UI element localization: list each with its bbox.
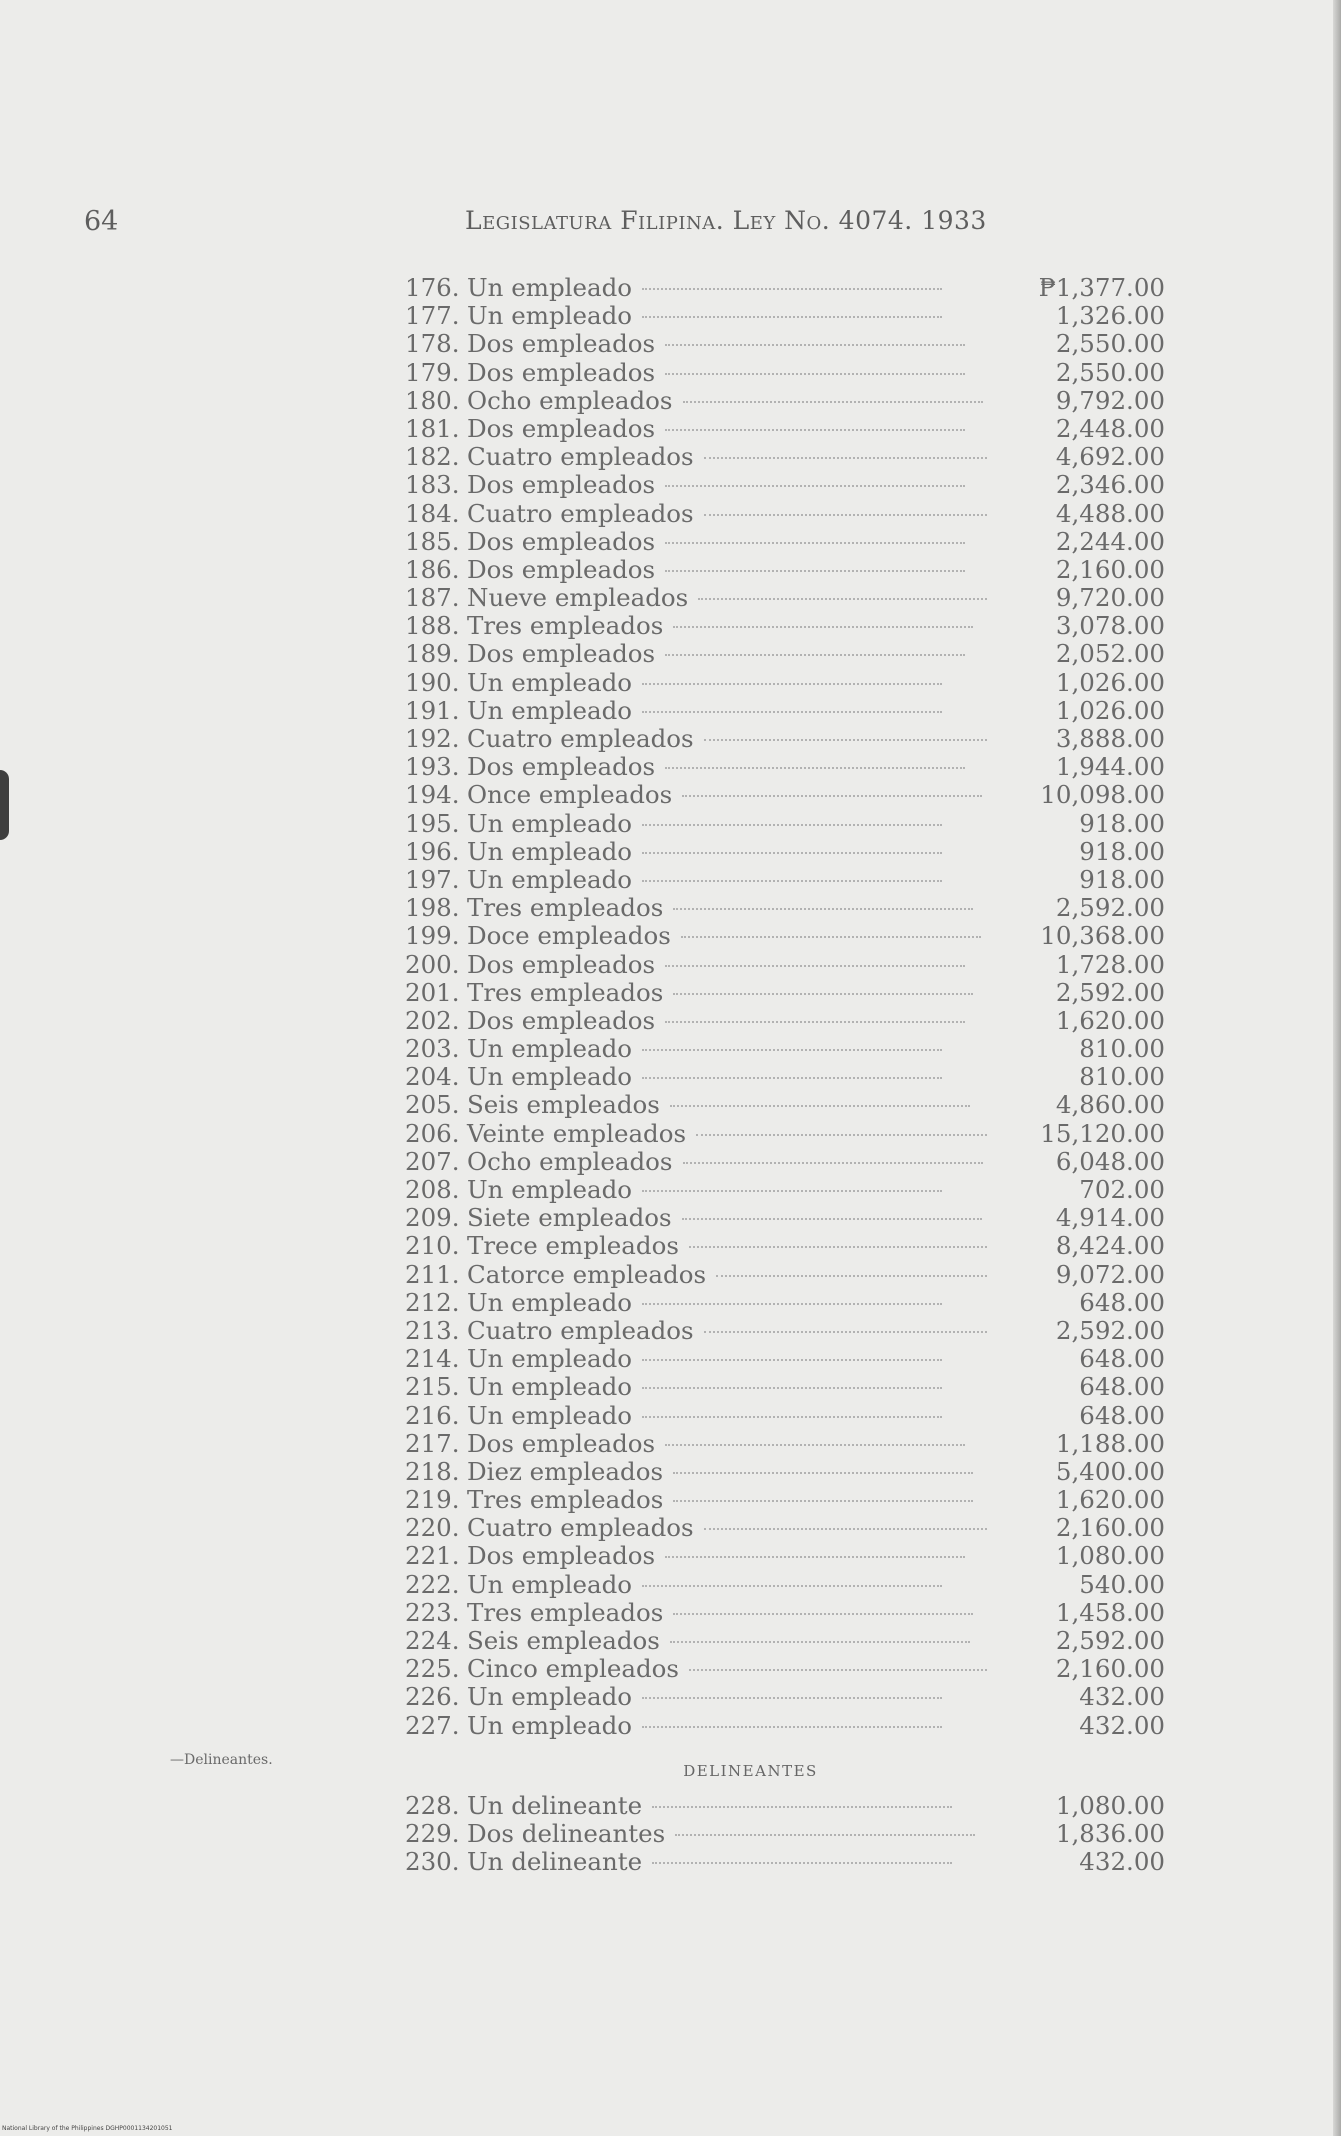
list-item (405, 1848, 1165, 1876)
item-number: 190. (405, 667, 460, 697)
item-number: 184. (405, 498, 460, 528)
item-description: Veinte empleados (467, 1118, 687, 1148)
list-item (405, 1627, 1165, 1655)
item-description: Tres empleados (467, 1597, 664, 1627)
item-number: 207. (405, 1146, 460, 1176)
item-description: Un delineante (467, 1791, 643, 1820)
employee-list (405, 274, 1165, 1740)
item-number: 203. (405, 1034, 460, 1064)
dot-leader (642, 824, 942, 826)
list-item (405, 894, 1165, 922)
list-item (405, 1820, 1165, 1848)
item-description: Ocho empleados (467, 1146, 673, 1176)
item-description: Dos empleados (467, 1428, 656, 1458)
dot-leader (673, 1613, 973, 1615)
item-amount: 918.00 (1079, 836, 1165, 866)
item-number: 209. (405, 1203, 460, 1233)
item-amount: 3,888.00 (1055, 724, 1165, 753)
dot-leader (696, 1134, 987, 1136)
page-header (0, 206, 1341, 246)
item-amount: 1,620.00 (1055, 1005, 1165, 1035)
list-item (405, 1430, 1165, 1458)
dot-leader (665, 542, 965, 544)
dot-leader (642, 683, 942, 685)
item-amount: 2,346.00 (1055, 470, 1165, 500)
item-amount: 2,160.00 (1055, 554, 1165, 584)
dot-leader (673, 908, 973, 910)
list-item (405, 612, 1165, 640)
dot-leader (642, 1697, 942, 1699)
dot-leader (642, 316, 942, 318)
list-item (405, 443, 1165, 471)
dot-leader (642, 1726, 942, 1728)
item-number: 206. (405, 1118, 460, 1148)
item-number: 218. (405, 1456, 460, 1486)
list-item (405, 415, 1165, 443)
item-number: 216. (405, 1400, 460, 1430)
item-number: 200. (405, 949, 460, 979)
item-amount: 1,620.00 (1055, 1485, 1165, 1515)
item-amount: 5,400.00 (1055, 1456, 1165, 1486)
item-description: Ocho empleados (467, 385, 673, 415)
item-description: Dos empleados (467, 752, 656, 782)
item-number: 199. (405, 921, 460, 951)
item-amount: 2,592.00 (1055, 1626, 1165, 1655)
dot-leader (642, 711, 942, 713)
item-description: Cuatro empleados (467, 498, 694, 528)
item-description: Un empleado (467, 836, 633, 866)
item-number: 220. (405, 1513, 460, 1543)
item-amount: 1,458.00 (1055, 1597, 1165, 1627)
item-amount: 1,326.00 (1055, 301, 1165, 331)
item-amount: 8,424.00 (1055, 1231, 1165, 1261)
item-number: 196. (405, 836, 460, 866)
dot-leader (665, 767, 965, 769)
list-item (405, 584, 1165, 612)
dot-leader (642, 1190, 942, 1192)
dot-leader (642, 1359, 942, 1361)
item-number: 221. (405, 1541, 460, 1571)
item-number: 208. (405, 1175, 460, 1204)
item-amount: 10,098.00 (1040, 780, 1165, 810)
side-note: —Delineantes. (170, 1752, 273, 1768)
item-description: Nueve empleados (467, 583, 689, 613)
item-number: 180. (405, 385, 460, 415)
item-number: 192. (405, 724, 460, 753)
item-description: Dos delineantes (467, 1819, 666, 1849)
item-number: 229. (405, 1819, 460, 1849)
item-description: Dos empleados (467, 526, 656, 556)
item-number: 194. (405, 780, 460, 810)
list-item (405, 1599, 1165, 1627)
list-item (405, 1683, 1165, 1711)
item-description: Un empleado (467, 1175, 633, 1204)
list-item (405, 1091, 1165, 1119)
item-amount: 4,692.00 (1055, 442, 1165, 472)
dot-leader (681, 936, 981, 938)
dot-leader (704, 1331, 987, 1333)
dot-leader (642, 1416, 942, 1418)
footer-credit: National Library of the Philippines DGHP0001134201051 (2, 2125, 173, 2132)
item-description: Siete empleados (467, 1203, 672, 1233)
item-description: Dos empleados (467, 949, 656, 979)
dot-leader (642, 1585, 942, 1587)
list-item (405, 838, 1165, 866)
list-item (405, 1204, 1165, 1232)
list-item (405, 1261, 1165, 1289)
item-description: Un empleado (467, 1372, 633, 1402)
item-amount: 1,944.00 (1055, 752, 1165, 782)
item-number: 230. (405, 1847, 460, 1877)
item-amount: 2,052.00 (1055, 639, 1165, 669)
item-amount: 2,550.00 (1055, 329, 1165, 359)
item-number: 188. (405, 611, 460, 641)
item-number: 214. (405, 1344, 460, 1374)
item-description: Un empleado (467, 864, 633, 894)
item-description: Tres empleados (467, 893, 664, 923)
item-description: Doce empleados (467, 921, 671, 951)
dot-leader (683, 1162, 983, 1164)
item-description: Cinco empleados (467, 1654, 679, 1684)
item-amount: 432.00 (1079, 1710, 1165, 1740)
list-item (405, 1402, 1165, 1430)
list-item (405, 302, 1165, 330)
binding-tab (0, 770, 9, 840)
item-number: 177. (405, 301, 460, 331)
item-description: Dos empleados (467, 639, 656, 669)
item-description: Un empleado (467, 1034, 633, 1064)
list-item (405, 697, 1165, 725)
page-edge-shadow (1333, 0, 1341, 2136)
item-description: Once empleados (467, 780, 673, 810)
list-item (405, 1007, 1165, 1035)
item-number: 223. (405, 1597, 460, 1627)
dot-leader (716, 1275, 987, 1277)
dot-leader (665, 570, 965, 572)
dot-leader (704, 739, 987, 741)
dot-leader (682, 1218, 982, 1220)
dot-leader (665, 485, 965, 487)
list-item (405, 1063, 1165, 1091)
item-description: Seis empleados (467, 1626, 660, 1655)
item-number: 201. (405, 977, 460, 1007)
item-number: 205. (405, 1090, 460, 1120)
item-number: 193. (405, 752, 460, 782)
item-amount: 4,914.00 (1055, 1203, 1165, 1233)
list-item (405, 1655, 1165, 1683)
item-number: 212. (405, 1287, 460, 1317)
list-item (405, 1373, 1165, 1401)
dot-leader (665, 965, 965, 967)
item-number: 189. (405, 639, 460, 669)
dot-leader (642, 852, 942, 854)
item-description: Diez empleados (467, 1456, 664, 1486)
list-item (405, 330, 1165, 358)
list-item (405, 359, 1165, 387)
item-amount: 432.00 (1079, 1682, 1165, 1712)
item-description: Un delineante (467, 1847, 643, 1877)
item-amount: 4,860.00 (1055, 1090, 1165, 1120)
item-description: Cuatro empleados (467, 724, 694, 753)
dot-leader (642, 1049, 942, 1051)
item-amount: 10,368.00 (1040, 921, 1165, 951)
item-amount: 9,720.00 (1055, 583, 1165, 613)
item-description: Cuatro empleados (467, 442, 694, 472)
item-amount: 1,836.00 (1055, 1819, 1165, 1849)
item-number: 179. (405, 357, 460, 387)
item-amount: 2,448.00 (1055, 413, 1165, 443)
item-number: 197. (405, 864, 460, 894)
dot-leader (673, 993, 973, 995)
list-item (405, 725, 1165, 753)
dot-leader (689, 1669, 987, 1671)
list-item (405, 528, 1165, 556)
item-description: Dos empleados (467, 1541, 656, 1571)
item-description: Dos empleados (467, 554, 656, 584)
item-number: 211. (405, 1259, 460, 1289)
item-description: Dos empleados (467, 329, 656, 359)
item-number: 185. (405, 526, 460, 556)
item-amount: 1,188.00 (1055, 1428, 1165, 1458)
list-item (405, 1486, 1165, 1514)
item-description: Dos empleados (467, 1005, 656, 1035)
list-item (405, 979, 1165, 1007)
list-item (405, 1712, 1165, 1740)
list-item (405, 1792, 1165, 1820)
item-number: 215. (405, 1372, 460, 1402)
dot-leader (704, 457, 987, 459)
section-heading (0, 1762, 1341, 1780)
dot-leader (652, 1862, 952, 1864)
dot-leader (665, 1021, 965, 1023)
item-number: 224. (405, 1626, 460, 1655)
list-item (405, 1458, 1165, 1486)
item-amount: 15,120.00 (1040, 1118, 1165, 1148)
item-amount: 648.00 (1079, 1287, 1165, 1317)
item-description: Dos empleados (467, 413, 656, 443)
item-amount: 2,592.00 (1055, 893, 1165, 923)
item-amount: ₱1,377.00 (1038, 273, 1165, 302)
item-description: Un empleado (467, 808, 633, 838)
item-description: Un empleado (467, 1062, 633, 1092)
item-amount: 648.00 (1079, 1344, 1165, 1374)
item-description: Trece empleados (467, 1231, 679, 1261)
item-amount: 4,488.00 (1055, 498, 1165, 528)
list-item (405, 1232, 1165, 1260)
item-number: 195. (405, 808, 460, 838)
item-description: Cuatro empleados (467, 1315, 694, 1345)
list-item (405, 1317, 1165, 1345)
list-item (405, 556, 1165, 584)
item-amount: 648.00 (1079, 1372, 1165, 1402)
item-amount: 1,728.00 (1055, 949, 1165, 979)
item-amount: 1,026.00 (1055, 667, 1165, 697)
dot-leader (642, 1303, 942, 1305)
item-amount: 2,592.00 (1055, 1315, 1165, 1345)
item-amount: 1,080.00 (1055, 1541, 1165, 1571)
item-description: Un empleado (467, 695, 633, 725)
item-number: 178. (405, 329, 460, 359)
list-item (405, 1571, 1165, 1599)
dot-leader (682, 795, 982, 797)
list-item (405, 640, 1165, 668)
list-item (405, 387, 1165, 415)
item-amount: 2,592.00 (1055, 977, 1165, 1007)
dot-leader (673, 626, 973, 628)
item-amount: 918.00 (1079, 808, 1165, 838)
list-item (405, 781, 1165, 809)
item-description: Dos empleados (467, 470, 656, 500)
dot-leader (642, 880, 942, 882)
item-number: 227. (405, 1710, 460, 1740)
list-item (405, 866, 1165, 894)
item-description: Un empleado (467, 1569, 633, 1599)
item-number: 204. (405, 1062, 460, 1092)
list-item (405, 1514, 1165, 1542)
item-number: 187. (405, 583, 460, 613)
item-description: Un empleado (467, 1710, 633, 1740)
list-item (405, 274, 1165, 302)
item-number: 225. (405, 1654, 460, 1684)
item-number: 182. (405, 442, 460, 472)
dot-leader (642, 1077, 942, 1079)
dot-leader (665, 1556, 965, 1558)
item-number: 186. (405, 554, 460, 584)
item-amount: 540.00 (1079, 1569, 1165, 1599)
item-description: Tres empleados (467, 1485, 664, 1515)
item-description: Un empleado (467, 1287, 633, 1317)
dot-leader (683, 401, 983, 403)
item-number: 217. (405, 1428, 460, 1458)
item-description: Un empleado (467, 1400, 633, 1430)
dot-leader (704, 1528, 987, 1530)
list-item (405, 951, 1165, 979)
dot-leader (642, 1387, 942, 1389)
dot-leader (652, 1806, 952, 1808)
item-amount: 648.00 (1079, 1400, 1165, 1430)
item-amount: 9,072.00 (1055, 1259, 1165, 1289)
list-item (405, 1542, 1165, 1570)
dot-leader (670, 1641, 970, 1643)
list-item (405, 500, 1165, 528)
list-item (405, 922, 1165, 950)
item-description: Un empleado (467, 1344, 633, 1374)
item-description: Tres empleados (467, 611, 664, 641)
item-amount: 702.00 (1079, 1175, 1165, 1204)
item-amount: 810.00 (1079, 1062, 1165, 1092)
item-amount: 2,160.00 (1055, 1513, 1165, 1543)
item-amount: 432.00 (1079, 1847, 1165, 1877)
item-number: 226. (405, 1682, 460, 1712)
dot-leader (673, 1472, 973, 1474)
page-number: 64 (84, 206, 119, 237)
list-item (405, 753, 1165, 781)
dot-leader (689, 1246, 987, 1248)
dot-leader (670, 1105, 970, 1107)
item-number: 176. (405, 273, 460, 302)
item-amount: 1,080.00 (1055, 1791, 1165, 1820)
item-amount: 918.00 (1079, 864, 1165, 894)
item-number: 210. (405, 1231, 460, 1261)
dot-leader (675, 1834, 975, 1836)
list-item (405, 1176, 1165, 1204)
list-item (405, 1345, 1165, 1373)
list-item (405, 1035, 1165, 1063)
dot-leader (665, 373, 965, 375)
item-number: 198. (405, 893, 460, 923)
dot-leader (642, 288, 942, 290)
list-item (405, 810, 1165, 838)
dot-leader (673, 1500, 973, 1502)
list-item (405, 669, 1165, 697)
item-description: Un empleado (467, 301, 633, 331)
item-description: Un empleado (467, 273, 633, 302)
item-number: 213. (405, 1315, 460, 1345)
item-number: 219. (405, 1485, 460, 1515)
item-amount: 2,244.00 (1055, 526, 1165, 556)
dot-leader (704, 514, 987, 516)
dot-leader (665, 654, 965, 656)
list-item (405, 1148, 1165, 1176)
item-number: 181. (405, 413, 460, 443)
item-number: 202. (405, 1005, 460, 1035)
item-amount: 1,026.00 (1055, 695, 1165, 725)
item-amount: 810.00 (1079, 1034, 1165, 1064)
list-item (405, 1120, 1165, 1148)
item-amount: 6,048.00 (1055, 1146, 1165, 1176)
item-description: Seis empleados (467, 1090, 660, 1120)
item-number: 183. (405, 470, 460, 500)
running-head: Legislatura Filipina. Ley No. 4074. 1933 (465, 206, 987, 235)
delineantes-list (405, 1792, 1165, 1877)
item-amount: 2,160.00 (1055, 1654, 1165, 1684)
dot-leader (665, 344, 965, 346)
item-number: 222. (405, 1569, 460, 1599)
item-description: Un empleado (467, 1682, 633, 1712)
item-amount: 2,550.00 (1055, 357, 1165, 387)
dot-leader (698, 598, 987, 600)
section-heading-text: DELINEANTES (683, 1762, 818, 1780)
item-description: Tres empleados (467, 977, 664, 1007)
item-number: 228. (405, 1791, 460, 1820)
list-item (405, 471, 1165, 499)
item-amount: 9,792.00 (1055, 385, 1165, 415)
dot-leader (665, 1444, 965, 1446)
list-item (405, 1289, 1165, 1317)
item-description: Un empleado (467, 667, 633, 697)
dot-leader (665, 429, 965, 431)
item-description: Cuatro empleados (467, 1513, 694, 1543)
item-number: 191. (405, 695, 460, 725)
item-description: Catorce empleados (467, 1259, 707, 1289)
item-description: Dos empleados (467, 357, 656, 387)
item-amount: 3,078.00 (1055, 611, 1165, 641)
